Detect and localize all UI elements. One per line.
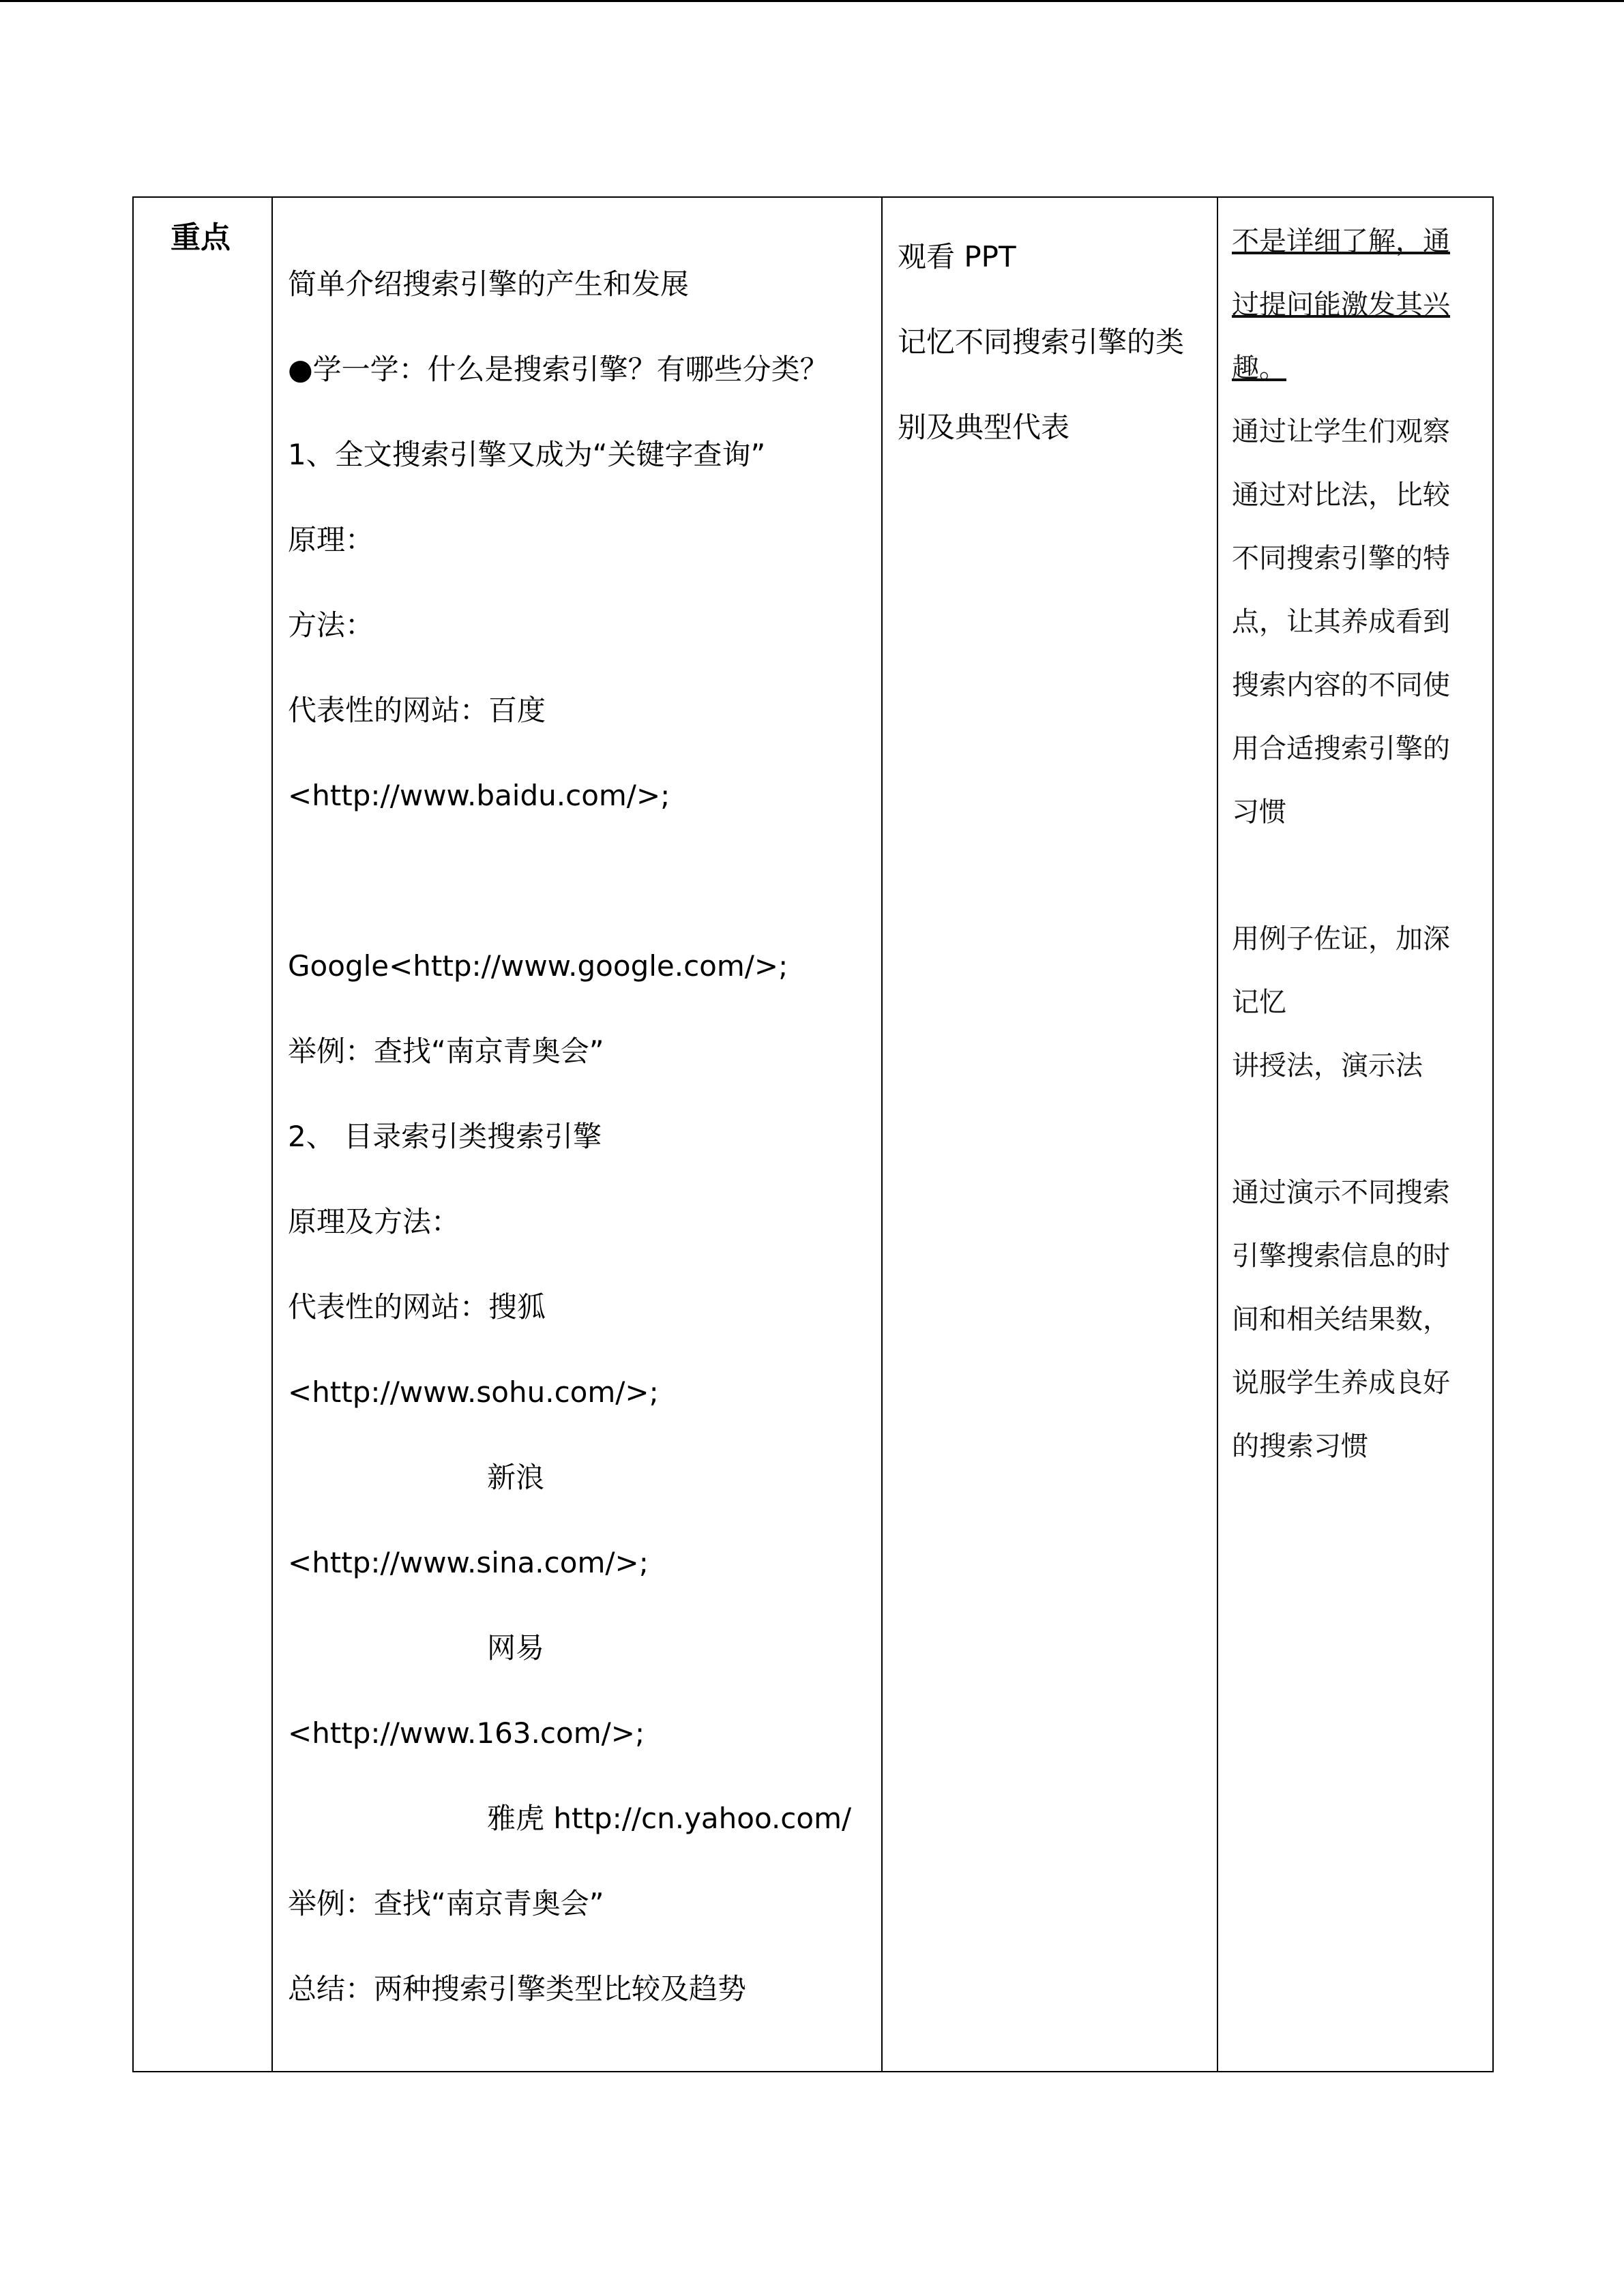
content-cell [272, 197, 882, 2072]
spacer [1232, 1098, 1483, 1161]
intent-line: 点，让其养成看到 [1232, 606, 1450, 638]
content-line: 总结：两种搜索引擎类型比较及趋势 [288, 1972, 747, 2006]
intent-line: 通过对比法，比较 [1232, 479, 1450, 511]
content-line: 2、 目录索引类搜索引擎 [288, 1120, 602, 1153]
page-top-border [0, 0, 1624, 2]
intent-line: 引擎搜索信息的时 [1232, 1240, 1450, 1272]
intent-line: 通过让学生们观察 [1232, 416, 1450, 447]
content-line: 原理： [288, 523, 374, 556]
content-line: 举例：查找“南京青奥会” [288, 1034, 604, 1068]
content-line: <http://www.sohu.com/>; [288, 1375, 659, 1409]
content-line: ●学一学：什么是搜索引擎？有哪些分类？ [288, 353, 829, 386]
activity-line: 别及典型代表 [898, 411, 1070, 444]
activity-line: 观看 PPT [898, 240, 1016, 273]
activity-line: 记忆不同搜索引擎的类 [898, 325, 1185, 359]
content-line: <http://www.baidu.com/>; [288, 779, 670, 812]
row-label: 重点 [171, 220, 231, 255]
intent-line: 用合适搜索引擎的 [1232, 733, 1450, 764]
activity-cell [882, 197, 1217, 2072]
intent-line: 不同搜索引擎的特 [1232, 543, 1450, 574]
intent-line: 搜索内容的不同使 [1232, 670, 1450, 701]
content-line: <http://www.163.com/>; [288, 1716, 645, 1750]
intent-line: 的搜索习惯 [1232, 1431, 1368, 1462]
design-intent [1218, 198, 1492, 1478]
intent-line: 说服学生养成良好 [1232, 1367, 1450, 1399]
intent-line: 用例子佐证，加深 [1232, 923, 1450, 955]
lesson-plan-table [132, 196, 1494, 2072]
label-cell [133, 197, 272, 2072]
content-line: 代表性的网站：百度 [288, 694, 546, 727]
intent-line: 间和相关结果数， [1232, 1304, 1450, 1335]
content-line: Google<http://www.google.com/>; [288, 949, 788, 983]
intent-line-underlined: 过提问能激发其兴 [1232, 289, 1450, 320]
intent-cell [1217, 197, 1493, 2072]
intent-line: 讲授法，演示法 [1232, 1050, 1423, 1082]
content-line: 原理及方法： [288, 1205, 460, 1238]
content-line: 雅虎 http://cn.yahoo.com/ [487, 1802, 852, 1835]
content-line: 举例：查找“南京青奥会” [288, 1887, 604, 1920]
content-line: 代表性的网站：搜狐 [288, 1290, 546, 1324]
spacer [1232, 844, 1483, 908]
content-line: 新浪 [487, 1461, 545, 1494]
teaching-content [273, 198, 881, 2031]
content-line: 简单介绍搜索引擎的产生和发展 [288, 267, 690, 301]
content-line: 网易 [487, 1631, 545, 1665]
key-point-row [133, 197, 1493, 2072]
content-line: <http://www.sina.com/>; [288, 1546, 649, 1579]
intent-line: 习惯 [1232, 796, 1286, 828]
content-line [288, 838, 881, 923]
intent-line-underlined: 不是详细了解，通 [1232, 226, 1450, 257]
student-activity [883, 198, 1217, 470]
intent-line: 记忆 [1232, 987, 1286, 1018]
content-line: 方法： [288, 608, 374, 642]
intent-line-underlined: 趣。 [1232, 353, 1286, 384]
content-line: 1、全文搜索引擎又成为“关键字查询” [288, 438, 766, 471]
intent-line: 通过演示不同搜索 [1232, 1177, 1450, 1208]
